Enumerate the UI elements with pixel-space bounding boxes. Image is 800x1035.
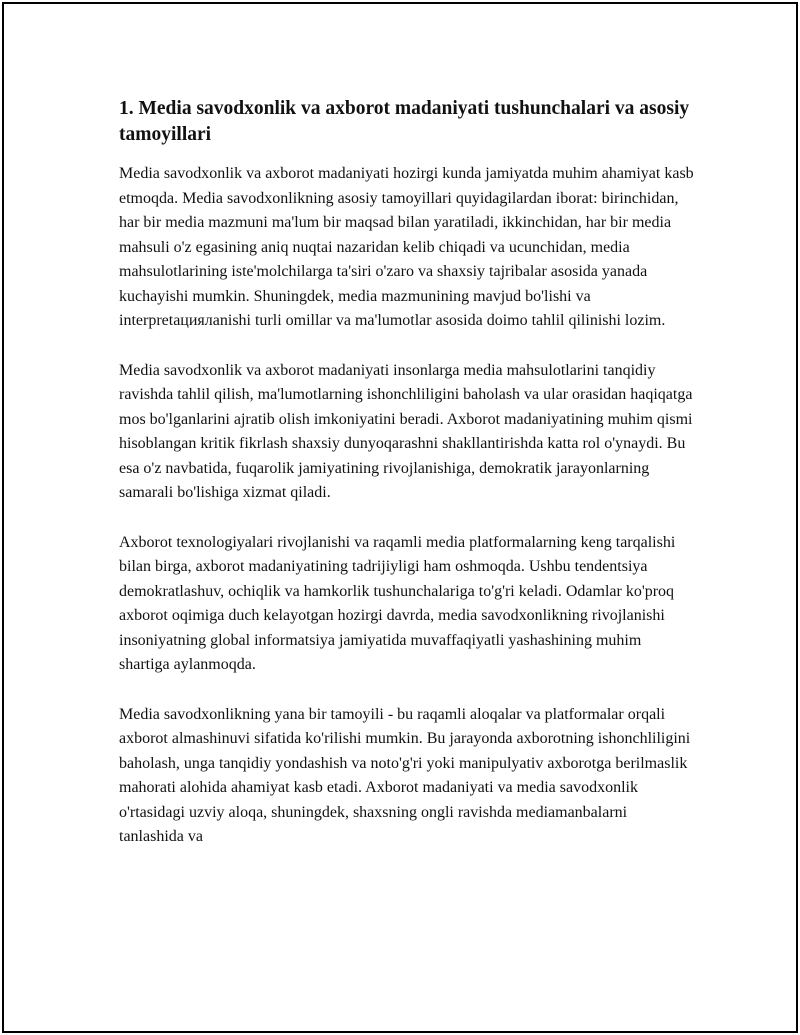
paragraph-3: Axborot texnologiyalari rivojlanishi va raqamli media platformalarning keng tarqalishi bilan birga, axborot madaniyatining tadrijiyligi ham oshmoqda. Ushbu tendentsiya demokratlashuv, ochiqlik va hamkorlik tushunchalariga to'g'ri keladi. Odamlar ko'proq axborot oqimiga duch kelayotgan hozirgi davrda, media savodxonlikning rivojlanishi insoniyatning global informatsiya jamiyatida muvaffaqiyatli yashashining muhim shartiga aylanmoqda.: [119, 533, 676, 673]
paragraph-4: Media savodxonlikning yana bir tamoyili - bu raqamli aloqalar va platformalar orqali axborot almashinuvi sifatida ko'rilishi mumkin. Bu jarayonda axborotning ishonchliligini baholash, unga tanqidiy yondashish va noto'g'ri yoki manipulyativ axborotga berilmaslik mahorati alohida ahamiyat kasb etadi. Axborot madaniyati va media savodxonlik o'rtasidagi uzviy aloqa, shuningdek, shaxsning ongli ravishda mediamanbalarni tanlashida va: [119, 705, 691, 845]
document-body: [119, 96, 694, 875]
page-frame: [2, 2, 798, 1033]
section-heading: 1. Media savodxonlik va axborot madaniyati tushunchalari va asosiy tamoyillari: [119, 98, 690, 145]
paragraph-2: Media savodxonlik va axborot madaniyati insonlarga media mahsulotlarini tanqidiy ravishda tahlil qilish, ma'lumotlarning ishonchliligini baholash va ular orasidan haqiqatga mos bo'lganlarini ajratib olish imkoniyatini beradi. Axborot madaniyatining muhim qismi hisoblangan kritik fikrlash shaxsiy dunyoqarashni shakllantirishda katta rol o'ynaydi. Bu esa o'z navbatida, fuqarolik jamiyatining rivojlanishiga, demokratik jarayonlarning samarali bo'lishiga xizmat qiladi.: [119, 361, 693, 501]
paragraph-1: Media savodxonlik va axborot madaniyati hozirgi kunda jamiyatda muhim ahamiyat kasb etmoqda. Media savodxonlikning asosiy tamoyillari quyidagilardan iborat: birinchidan, har bir media mazmuni ma'lum bir maqsad bilan yaratiladi, ikkinchidan, har bir media mahsuli o'z egasining aniq nuqtai nazaridan kelib chiqadi va ucunchidan, media mahsulotlarining iste'molchilarga ta'siri o'zaro va shaxsiy tajribalar asosida yanada kuchayishi mumkin. Shuningdek, media mazmunining mavjud bo'lishi va interpretациялanishi turli omillar va ma'lumotlar asosida doimo tahlil qilinishi lozim.: [119, 165, 694, 329]
